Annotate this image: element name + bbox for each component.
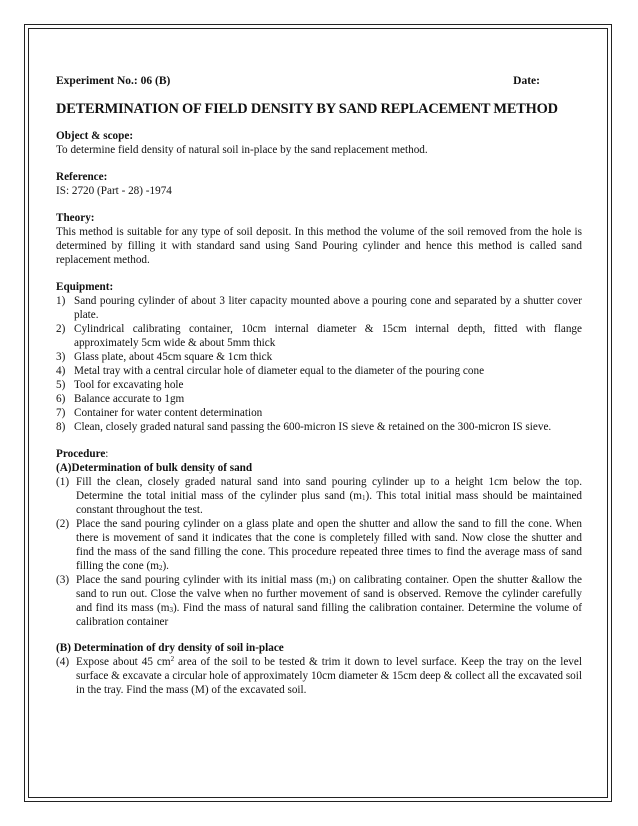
list-item-text: Tool for excavating hole: [74, 379, 184, 391]
list-item: [56, 294, 582, 322]
list-item-text: Cylindrical calibrating container, 10cm internal diameter & 15cm internal depth, fitted with flange approximately 5cm wide & about 5mm thick: [74, 323, 582, 349]
equipment-section: [56, 280, 582, 434]
document-body: [56, 74, 582, 697]
list-item: [56, 364, 582, 378]
theory-text: This method is suitable for any type of soil deposit. In this method the volume of the soil removed from the hole is determined by filling it with standard sand using Sand Pouring cylinder and hence this method is called sand replacement method.: [56, 226, 582, 266]
object-section: [56, 129, 582, 157]
step-text-part: Expose about 45 cm: [76, 656, 171, 668]
list-item-text: Container for water content determination: [74, 407, 263, 419]
step-text-part: ). This total initial mass should be maintained constant throughout the test.: [76, 490, 583, 516]
procedure-section: [56, 447, 582, 697]
step-text-part: Place the sand pouring cylinder on a glass plate and open the shutter and allow the sand to fill the cone. When there is movement of sand it indicates that the cone is completely filled with sand. Now close the shutter and find the mass of the sand filling the cone. This procedure repeated three times to find the average mass of sand filling the cone (m: [76, 518, 582, 572]
list-item-number: 8): [56, 421, 66, 433]
step-text: [76, 655, 582, 697]
list-item-number: 1): [56, 295, 66, 307]
procedure-step: [56, 517, 582, 573]
list-item-number: 5): [56, 379, 66, 391]
list-item: [56, 322, 582, 350]
object-text: To determine field density of natural soil in-place by the sand replacement method.: [56, 144, 428, 156]
step-text-part: ) on calibrating container. Open the shutter &allow the sand to run out. Close the valve when no further movement of sand is observed. Remove the cylinder carefully and find its mass (m: [76, 574, 582, 614]
equipment-heading: Equipment:: [56, 281, 114, 293]
list-item-text: Glass plate, about 45cm square & 1cm thick: [74, 351, 273, 363]
step-number: (4): [56, 656, 70, 668]
list-item-number: 3): [56, 351, 66, 363]
object-heading: Object & scope:: [56, 130, 134, 142]
step-number: (2): [56, 518, 70, 530]
step-text-part: ). Find the mass of natural sand filling the calibration container. Determine the volume of calibration container: [76, 602, 582, 628]
list-item-text: Balance accurate to 1gm: [74, 393, 185, 405]
step-text-part: Fill the clean, closely graded natural sand into sand pouring cylinder up to a height 1cm below the top. Determine the total initial mass of the cylinder plus sand (m: [76, 476, 582, 502]
procedure-heading: Procedure: [56, 448, 106, 460]
procedure-step: [56, 475, 582, 517]
list-item: [56, 378, 582, 392]
page-title: DETERMINATION OF FIELD DENSITY BY SAND REPLACEMENT METHOD: [56, 101, 558, 117]
step-number: (1): [56, 476, 70, 488]
reference-text: IS: 2720 (Part - 28) -1974: [56, 185, 172, 197]
procedure-subheading-b: (B) Determination of dry density of soil in-place: [56, 642, 284, 654]
step-superscript: 2: [170, 655, 175, 663]
step-text: [76, 517, 582, 573]
step-subscript: 3: [169, 606, 173, 614]
list-item-number: 7): [56, 407, 66, 419]
procedure-heading-colon: :: [105, 448, 109, 460]
theory-section: [56, 211, 582, 267]
reference-heading: Reference:: [56, 171, 108, 183]
reference-section: [56, 170, 582, 198]
step-text-part: Place the sand pouring cylinder with its initial mass (m: [76, 574, 329, 586]
list-item: [56, 350, 582, 364]
step-text: [76, 573, 582, 629]
step-number: (3): [56, 574, 70, 586]
list-item: [56, 392, 582, 406]
experiment-header: [56, 74, 582, 88]
procedure-heading-line: [56, 447, 582, 461]
step-subscript: 2: [158, 564, 163, 572]
list-item-text: Sand pouring cylinder of about 3 liter capacity mounted above a pouring cone and separated by a shutter cover plate.: [74, 295, 582, 321]
list-item-number: 4): [56, 365, 66, 377]
list-item-number: 6): [56, 393, 66, 405]
step-text-part: ).: [162, 560, 169, 572]
list-item: [56, 420, 582, 434]
theory-heading: Theory:: [56, 212, 95, 224]
step-subscript: 1: [328, 578, 333, 586]
step-text-part: area of the soil to be tested & trim it down to level surface. Keep the tray on the level surface & excavate a circular hole of approximately 10cm diameter & 15cm deep & collect all the excavated soil in the tray. Find the mass (M) of the excavated soil.: [76, 656, 582, 696]
list-item-text: Metal tray with a central circular hole of diameter equal to the diameter of the pouring cone: [74, 365, 485, 377]
step-subscript: 1: [361, 494, 366, 502]
list-item-number: 2): [56, 323, 66, 335]
procedure-step: [56, 655, 582, 697]
procedure-step: [56, 573, 582, 629]
date-label: Date:: [513, 75, 540, 87]
procedure-subheading-a: (A)Determination of bulk density of sand: [56, 462, 253, 474]
experiment-number: Experiment No.: 06 (B): [56, 75, 171, 87]
list-item-text: Clean, closely graded natural sand passing the 600-micron IS sieve & retained on the 300-micron IS sieve.: [74, 421, 552, 433]
list-item: [56, 406, 582, 420]
step-text: [76, 475, 582, 517]
